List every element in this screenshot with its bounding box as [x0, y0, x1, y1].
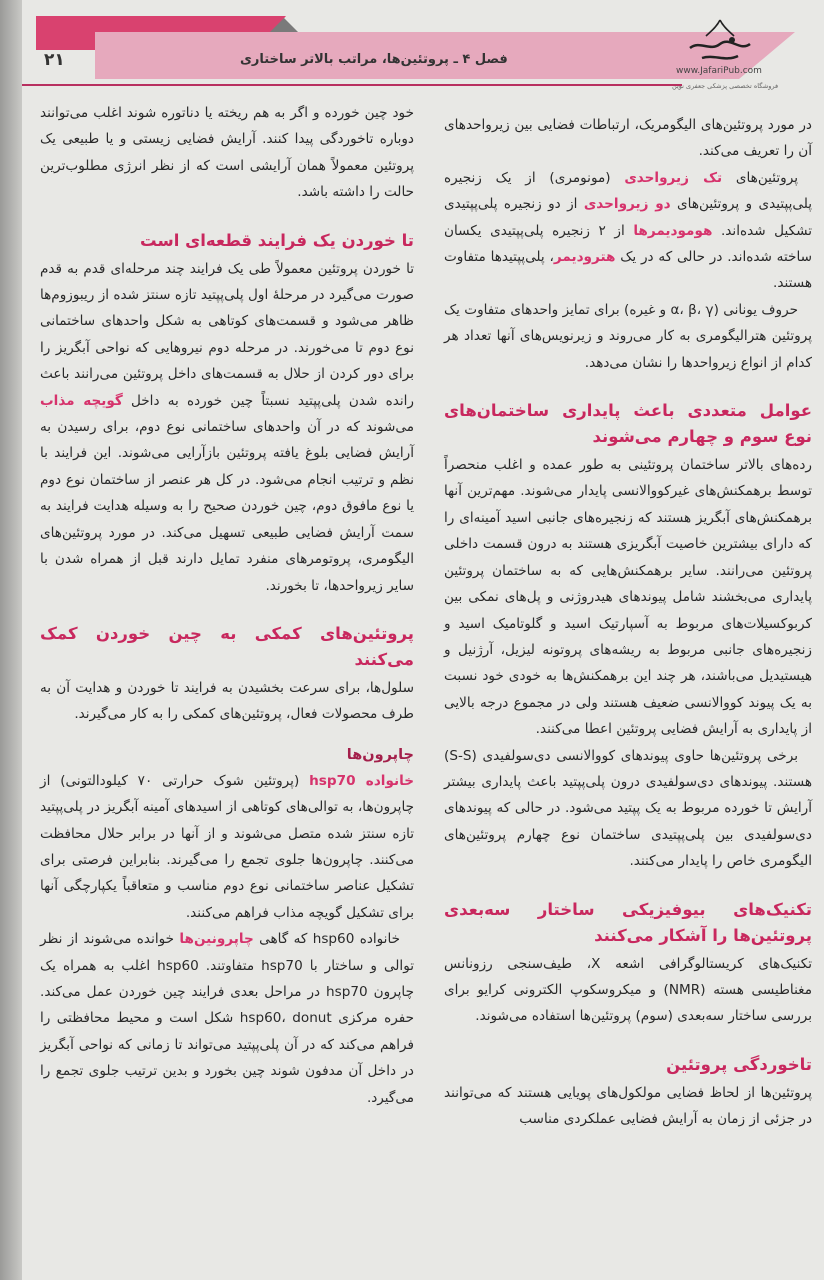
- paragraph: [40, 768, 414, 926]
- highlighted-term: گویچه مذاب: [40, 392, 123, 409]
- header-rule: [22, 84, 682, 86]
- text-run: (مونومری) از یک زنجیره پلی‌پپتیدی و پروتئین‌های: [444, 169, 812, 213]
- section-heading: تکنیک‌های بیوفیزیکی ساختار سه‌بعدی پروتئین‌ها را آشکار می‌کنند: [444, 899, 812, 945]
- chapter-title: فصل ۴ ـ پروتئین‌ها، مراتب بالاتر ساختاری: [240, 52, 508, 67]
- highlighted-term: خانواده hsp70: [309, 772, 414, 789]
- text-run: خانواده hsp60 که گاهی: [253, 931, 401, 948]
- text-run: خوانده می‌شوند از نظر توالی و ساختار با hsp70 متفاوتند. hsp60 اغلب به همراه یک چاپرون hsp70 در مراحل بعدی فرایند چین خوردن عمل می‌کند. حفره مرکزی hsp60، donut شکل است و محیط محافظتی را فراهم می‌کند که در آن پلی‌پپتید می‌تواند تا زمانی که نواحی آبگریز در داخل آن مدفون شوند چین بخورد و بدین ترتیب جلوی تجمع را می‌گیرد.: [40, 931, 415, 1106]
- section-heading: تاخوردگی پروتئین: [666, 1054, 812, 1074]
- text-run: از ۲ زنجیره پلی‌پپتیدی یکسان ساخته شده‌اند. در حالی که در یک: [444, 222, 812, 266]
- highlighted-term: چاپرونین‌ها: [179, 931, 254, 948]
- section-heading: پروتئین‌های کمکی به چین خوردن کمک می‌کنند: [40, 623, 414, 669]
- left-column: [40, 100, 414, 1111]
- publisher-logo-icon: [680, 18, 760, 66]
- paragraph: [40, 675, 414, 728]
- text-run: برخی پروتئین‌ها حاوی پیوندهای کووالانسی دی‌سولفیدی (S-S) هستند. پیوندهای دی‌سولفیدی درون پلی‌پپتید باعث پایداری بیشتر آرایش تا خورده مربوط به یک پپتید می‌شود. در حالی که پیوندهای دی‌سولفیدی بین پلی‌پپتیدی ساختمان نوع چهارم پروتئین‌های الیگومری خاص را پایدار می‌کنند.: [444, 747, 812, 870]
- page-edge-shadow: [0, 0, 22, 1280]
- text-run: پروتئین‌های: [722, 169, 798, 186]
- paragraph: [444, 452, 812, 742]
- paragraph: [444, 951, 812, 1030]
- page-number: ۲۱: [44, 50, 65, 70]
- publisher-tagline: فروشگاه تخصصی پزشکی جعفری نوین: [672, 82, 779, 90]
- paragraph: [40, 926, 414, 1111]
- text-run: حروف یونانی (α، β، γ و غیره) برای تمایز واحدهای متفاوت یک پروتئین هترالیگومری به کار می‌روند و زیرنویس‌های آنها تعداد هر کدام از انواع زیرواحدها را نشان می‌دهد.: [444, 301, 812, 371]
- text-run: تا خوردن پروتئین معمولاً طی یک فرایند چند مرحله‌ای قدم به قدم صورت می‌گیرد در مرحلهٔ اول پلی‌پپتید تازه سنتز شده از ریبوزوم‌ها ظاهر می‌شود و قسمت‌های کوتاهی به شکل واحدهای ساختمانی نوع دوم تا می‌خورند. در مرحله دوم نیروهایی که نواحی آبگریز را برای دور کردن از حلال به قسمت‌های داخل پروتئین می‌رانند باعث رانده شدن پلی‌پپتید نسبتاً چین خورده به داخل: [40, 260, 414, 409]
- text-run: از دو زنجیره پلی‌پپتیدی تشکیل شده‌اند.: [444, 196, 813, 239]
- text-run: سلول‌ها، برای سرعت بخشیدن به فرایند تا خوردن و هدایت آن به طرف محصولات فعال، پروتئین‌های کمکی را به کار می‌گیرند.: [40, 679, 414, 723]
- section-heading: عوامل متعددی باعث پایداری ساختمان‌های نوع سوم و چهارم می‌شوند: [444, 401, 812, 447]
- highlighted-term: دو زیرواحدی: [583, 196, 671, 213]
- paragraph: [444, 165, 812, 297]
- paragraph: [444, 1080, 812, 1133]
- highlighted-term: تک زیرواحدی: [624, 169, 723, 186]
- paragraph: [444, 743, 812, 875]
- text-run: تکنیک‌های کریستالوگرافی اشعه X، طیف‌سنجی رزونانس مغناطیسی هسته (NMR) و میکروسکوپ الکترونی کرایو برای بررسی ساختار سه‌بعدی (سوم) پروتئین‌ها استفاده می‌شوند.: [444, 955, 813, 1025]
- highlighted-term: هومودیمرها: [633, 222, 713, 239]
- right-column: [444, 112, 812, 1133]
- text-run: (پروتئین شوک حرارتی ۷۰ کیلودالتونی) از چاپرون‌ها، به توالی‌های کوتاهی از اسیدهای آمینه آبگریز در پلی‌پپتید تازه سنتز شده متصل می‌شوند و از آنها در برابر حلال محافظت می‌کنند. چاپرون‌ها جلوی تجمع را می‌گیرند. بنابراین فرصتی برای تشکیل عناصر ساختمانی نوع دوم مناسب و متعاقباً یکپارچگی آنها برای تشکیل گویچه مذاب فراهم می‌کنند.: [40, 772, 414, 921]
- highlighted-term: هترودیمر: [553, 249, 616, 266]
- text-run: رده‌های بالاتر ساختمان پروتئینی به طور عمده و اغلب منحصراً توسط برهمکنش‌های غیرکووالانسی پایدار می‌شوند. مهم‌ترین آنها برهمکنش‌های آبگریز هستند که زنجیره‌های جانبی اسید آمینه‌ای را که دارای بیشترین خاصیت آبگریزی هستند به درون قسمت داخلی پروتئین می‌رانند. سایر برهمکنش‌هایی که به ساختمان پروتئین پایداری می‌بخشند شامل پیوندهای هیدروژنی و پل‌های نمکی بین کربوکسیلات‌های مربوط به آسپارتیک اسید و گلوتامیک اسید و زنجیره‌های جانبی مربوط به ریشه‌های پروتونه لیزیل، آرژنیل و هیستیدیل می‌باشند، هر چند این برهمکنش‌ها به خودی خود نسبت به یک پیوند کووالانسی ضعیف هستند ولی در مجموع درجه بالایی از پایداری به آرایش فضایی پروتئین اعطا می‌کنند.: [444, 457, 812, 738]
- section-heading: تا خوردن یک فرایند قطعه‌ای است: [140, 230, 414, 250]
- paragraph: [40, 256, 414, 599]
- publisher-website: www.JafariPub.com: [676, 66, 762, 76]
- text-run: پروتئین‌ها از لحاظ فضایی مولکول‌های پویایی هستند که می‌توانند در جزئی از زمان به آرایش فضایی عملکردی مناسب: [444, 1084, 812, 1128]
- paragraph: [40, 100, 414, 206]
- paragraph: [444, 297, 812, 376]
- subsection-heading: چاپرون‌ها: [346, 746, 414, 763]
- paragraph: [444, 112, 812, 165]
- text-run: خود چین خورده و اگر به هم ریخته یا دناتوره شوند اغلب می‌توانند دوباره تاخوردگی پیدا کنند. آرایش فضایی زیستی و یا طبیعی یک پروتئین معمولاً همان آرایشی است که از نظر انرژی مطلوب‌ترین حالت را داشته باشد.: [40, 105, 414, 201]
- text-run: ، پلی‌پپتیدها متفاوت هستند.: [444, 249, 812, 292]
- text-run: در مورد پروتئین‌های الیگومریک، ارتباطات فضایی بین زیرواحدهای آن را تعریف می‌کند.: [444, 117, 812, 160]
- header-triangle: [270, 18, 298, 32]
- text-run: می‌شوند که در آن واحدهای ساختمانی نوع دوم، برای رسیدن به آرایش فضایی بلوغ یافته پروتئین بازآرایی می‌شوند. این فرایند با نظم و ترتیب انجام می‌شود. در کل هر عنصر از ساختمان نوع دوم یا نوع مافوق دوم، چین خوردن صحیح را به وسیله هدایت فرایند به سمت آرایش فضایی طبیعی تسهیل می‌کند. در مورد پروتئین‌های الیگومری، پروتومرهای منفرد تمایل دارند قبل از همراه شدن با سایر زیرواحدها، تا بخورند.: [40, 419, 414, 594]
